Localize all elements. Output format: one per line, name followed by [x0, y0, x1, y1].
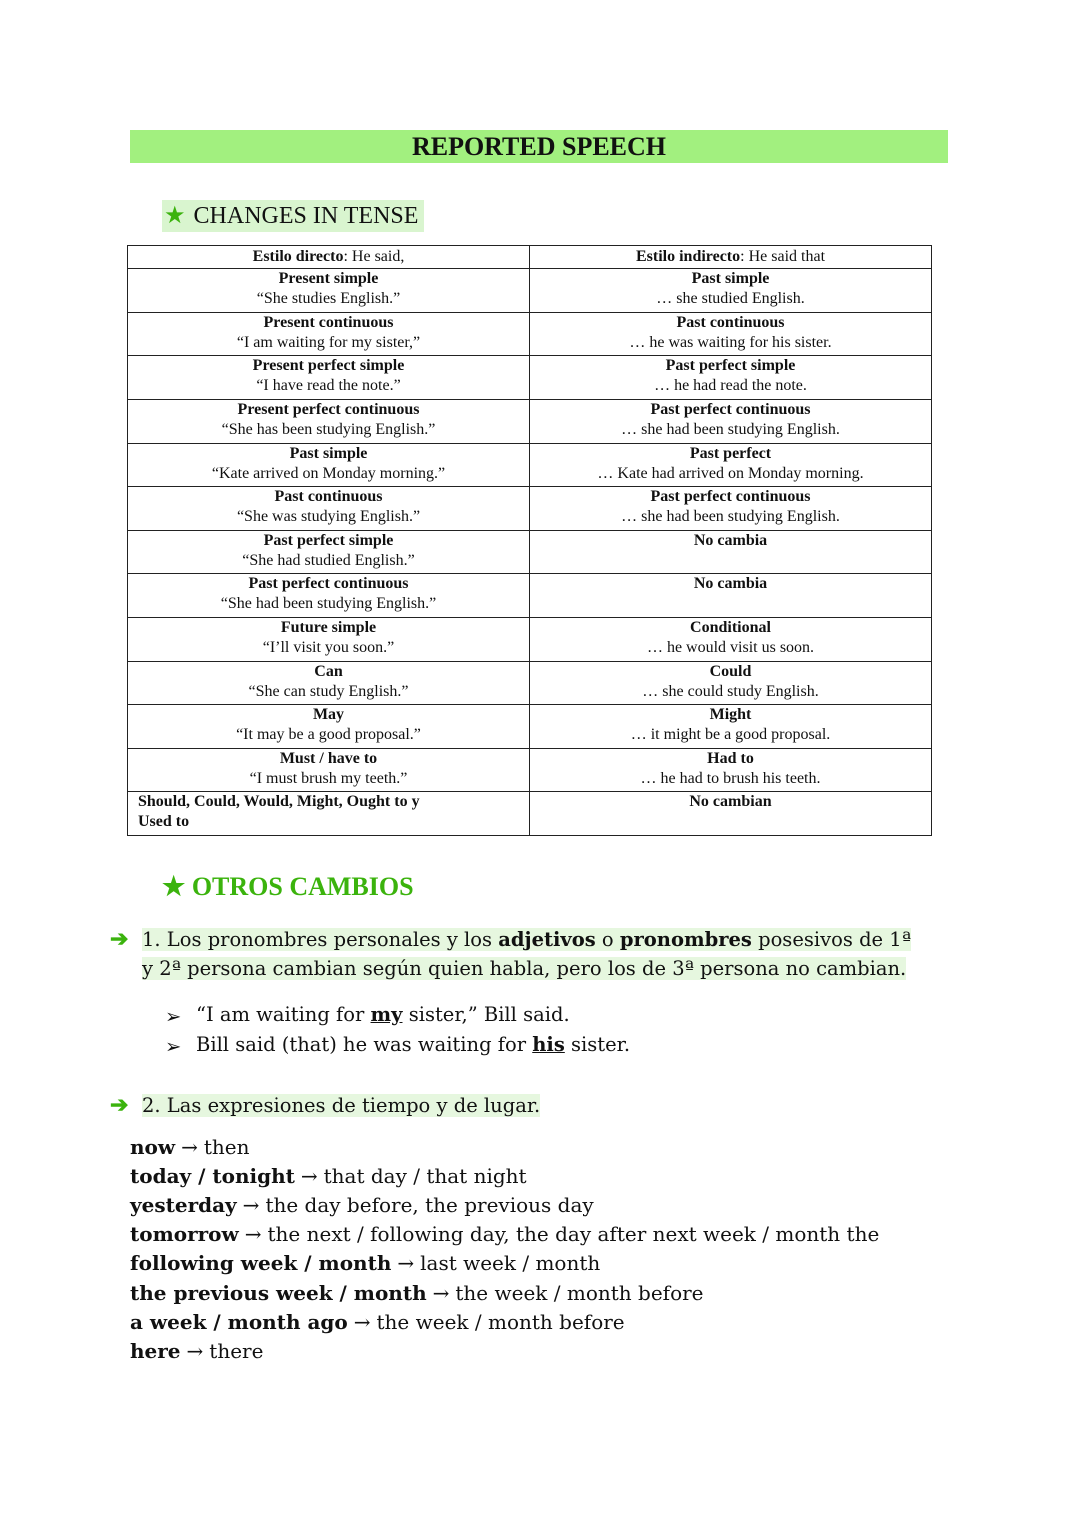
expression-value: the day before, the previous day — [265, 1193, 594, 1217]
arrow-icon: → — [242, 1193, 260, 1217]
expression-row — [130, 1220, 879, 1249]
text: “I am waiting for — [196, 1003, 371, 1026]
tense-name: Present perfect continuous — [237, 401, 420, 419]
example-sentence: … she had been studying English. — [621, 421, 840, 439]
tense-name: Past perfect continuous — [248, 575, 409, 593]
cell-direct — [128, 661, 530, 705]
example-sentence: … he had read the note. — [654, 377, 807, 395]
tense-name: Must / have to — [279, 749, 378, 767]
example-1 — [196, 1003, 570, 1026]
cell-direct — [128, 269, 530, 313]
expression-row — [130, 1337, 263, 1366]
example-sentence: … he had to brush his teeth. — [640, 769, 821, 787]
tense-name: Past continuous — [274, 488, 383, 506]
expression-key: a week / month ago — [130, 1310, 348, 1334]
cell-direct — [128, 487, 530, 531]
example-sentence: “She studies English.” — [256, 290, 401, 308]
expression-value: the week / month before — [376, 1310, 625, 1334]
expression-value: there — [209, 1339, 264, 1363]
example-sentence: “I have read the note.” — [256, 377, 401, 395]
tense-name: Past perfect — [689, 444, 772, 462]
example-sentence: “She had been studying English.” — [220, 595, 437, 613]
tense-name: No cambia — [693, 531, 768, 549]
cell-indirect — [530, 443, 932, 487]
cell-indirect — [530, 574, 932, 618]
tense-name: No cambia — [693, 575, 768, 593]
tense-name: Present continuous — [263, 313, 394, 331]
tense-name: May — [312, 706, 345, 724]
section-heading-text: CHANGES IN TENSE — [193, 203, 419, 229]
tense-name: Future simple — [280, 618, 377, 636]
tense-name: Past simple — [289, 444, 368, 462]
cell-indirect — [530, 792, 932, 836]
tense-name: Past simple — [691, 270, 770, 288]
expression-row — [130, 1162, 527, 1191]
tense-table — [127, 245, 932, 836]
table-row — [128, 356, 932, 400]
example-2 — [196, 1033, 630, 1056]
example-sentence: “She was studying English.” — [236, 508, 421, 526]
table-row — [128, 269, 932, 313]
text-emphasis: his — [532, 1033, 565, 1056]
cell-indirect — [530, 487, 932, 531]
table-row — [128, 530, 932, 574]
example-sentence: … Kate had arrived on Monday morning. — [597, 464, 864, 482]
tense-name: Past perfect simple — [665, 357, 796, 375]
example-sentence: “Kate arrived on Monday morning.” — [211, 464, 446, 482]
arrow-right-icon: ➔ — [110, 926, 129, 952]
table-row — [128, 617, 932, 661]
header-direct-label: Estilo directo — [252, 248, 344, 265]
tense-name: Conditional — [690, 618, 771, 636]
tense-name: Present simple — [278, 270, 379, 288]
tense-name: Past perfect continuous — [650, 488, 811, 506]
expression-value: the next / following day, the day after next week / month the — [267, 1222, 880, 1246]
expression-key: here — [130, 1339, 181, 1363]
tense-name: Had to — [707, 749, 754, 767]
table-row — [128, 400, 932, 444]
example-sentence: “I’ll visit you soon.” — [262, 638, 395, 656]
cell-direct — [128, 617, 530, 661]
table-row — [128, 443, 932, 487]
point-1 — [142, 925, 911, 983]
text-bold: pronombres — [619, 928, 752, 951]
cell-indirect — [530, 705, 932, 749]
text: posesivos de 1ª — [751, 928, 911, 951]
text: Bill said (that) he was waiting for — [196, 1033, 533, 1056]
example-sentence: … he would visit us soon. — [646, 638, 815, 656]
example-sentence: “I must brush my teeth.” — [249, 769, 408, 787]
header-indirect-label: Estilo indirecto — [635, 248, 741, 265]
star-icon: ★ — [162, 872, 186, 901]
point-2-text: 2. Las expresiones de tiempo y de lugar. — [142, 1094, 541, 1117]
text: sister. — [564, 1033, 631, 1056]
expression-row — [130, 1279, 704, 1308]
cell-indirect — [530, 400, 932, 444]
point-1-line-2: y 2ª persona cambian según quien habla, pero los de 3ª persona no cambian. — [142, 957, 907, 980]
cell-indirect — [530, 312, 932, 356]
cell-direct — [128, 356, 530, 400]
text: sister,” Bill said. — [402, 1003, 570, 1026]
tense-name: Present perfect simple — [252, 357, 405, 375]
cell-indirect — [530, 661, 932, 705]
no-change-label: No cambian — [689, 793, 772, 811]
header-direct-rest: : He said, — [343, 248, 405, 265]
cell-indirect — [530, 748, 932, 792]
modal-list: Should, Could, Would, Might, Ought to y — [138, 793, 420, 811]
example-sentence: “She can study English.” — [248, 682, 409, 700]
example-sentence: “I am waiting for my sister,” — [236, 333, 421, 351]
table-row — [128, 312, 932, 356]
expression-key: today / tonight — [130, 1164, 295, 1188]
cell-direct — [128, 312, 530, 356]
expression-value: that day / that night — [323, 1164, 527, 1188]
section-heading-text: OTROS CAMBIOS — [191, 872, 414, 901]
cell-indirect — [530, 356, 932, 400]
tense-name: Past perfect continuous — [650, 401, 811, 419]
expression-row — [130, 1308, 625, 1337]
cell-indirect — [530, 530, 932, 574]
tense-name: Could — [709, 662, 752, 680]
cell-direct — [128, 530, 530, 574]
expression-key: yesterday — [130, 1193, 237, 1217]
expression-value: the week / month before — [455, 1281, 704, 1305]
example-sentence: “She has been studying English.” — [221, 421, 436, 439]
expression-row — [130, 1133, 250, 1162]
arrow-icon: → — [353, 1310, 371, 1334]
header-direct — [128, 246, 530, 269]
arrow-icon: → — [181, 1135, 198, 1159]
arrow-icon: → — [300, 1164, 318, 1188]
tense-name: Past perfect simple — [263, 531, 394, 549]
section-heading-otros-cambios — [162, 872, 414, 902]
arrow-icon: → — [397, 1251, 415, 1275]
star-icon: ★ — [164, 203, 186, 229]
text: 1. Los pronombres personales y los — [142, 928, 499, 951]
example-sentence: … she could study English. — [642, 682, 819, 700]
header-indirect-rest: : He said that — [740, 248, 826, 265]
cell-direct — [128, 748, 530, 792]
example-sentence: … it might be a good proposal. — [630, 726, 831, 744]
cell-direct — [128, 792, 530, 836]
page-title: REPORTED SPEECH — [130, 130, 948, 163]
expression-row — [130, 1249, 600, 1278]
cell-direct — [128, 400, 530, 444]
expression-row — [130, 1191, 594, 1220]
arrow-right-icon: ➔ — [110, 1092, 129, 1118]
expression-key: following week / month — [130, 1251, 392, 1275]
cell-direct — [128, 443, 530, 487]
tense-name: Past continuous — [676, 313, 785, 331]
header-indirect — [530, 246, 932, 269]
bullet-arrow-icon: ➢ — [165, 1005, 182, 1028]
point-1-line-1 — [142, 928, 911, 951]
text-bold: adjetivos — [498, 928, 596, 951]
expression-value: last week / month — [420, 1251, 601, 1275]
arrow-icon: → — [432, 1281, 450, 1305]
arrow-icon: → — [244, 1222, 262, 1246]
table-row — [128, 487, 932, 531]
expression-key: tomorrow — [130, 1222, 239, 1246]
bullet-arrow-icon: ➢ — [165, 1035, 182, 1058]
cell-indirect — [530, 617, 932, 661]
example-sentence: … he was waiting for his sister. — [629, 333, 832, 351]
table-row — [128, 792, 932, 836]
table-header-row — [128, 246, 932, 269]
expression-key: now — [130, 1135, 176, 1159]
section-heading-changes-in-tense — [162, 200, 424, 232]
example-sentence: … she studied English. — [656, 290, 805, 308]
table-row — [128, 705, 932, 749]
example-sentence: … she had been studying English. — [621, 508, 840, 526]
modal-list-2: Used to — [138, 813, 190, 831]
cell-indirect — [530, 269, 932, 313]
cell-direct — [128, 574, 530, 618]
example-sentence: “It may be a good proposal.” — [236, 726, 421, 744]
text-emphasis: my — [370, 1003, 403, 1026]
cell-direct — [128, 705, 530, 749]
text: o — [595, 928, 620, 951]
expression-value: then — [203, 1135, 250, 1159]
tense-name: Might — [709, 706, 752, 724]
tense-name: Can — [314, 662, 343, 680]
point-2 — [142, 1091, 540, 1120]
expression-key: the previous week / month — [130, 1281, 427, 1305]
table-row — [128, 574, 932, 618]
table-row — [128, 661, 932, 705]
example-sentence: “She had studied English.” — [242, 551, 415, 569]
table-row — [128, 748, 932, 792]
arrow-icon: → — [186, 1339, 204, 1363]
